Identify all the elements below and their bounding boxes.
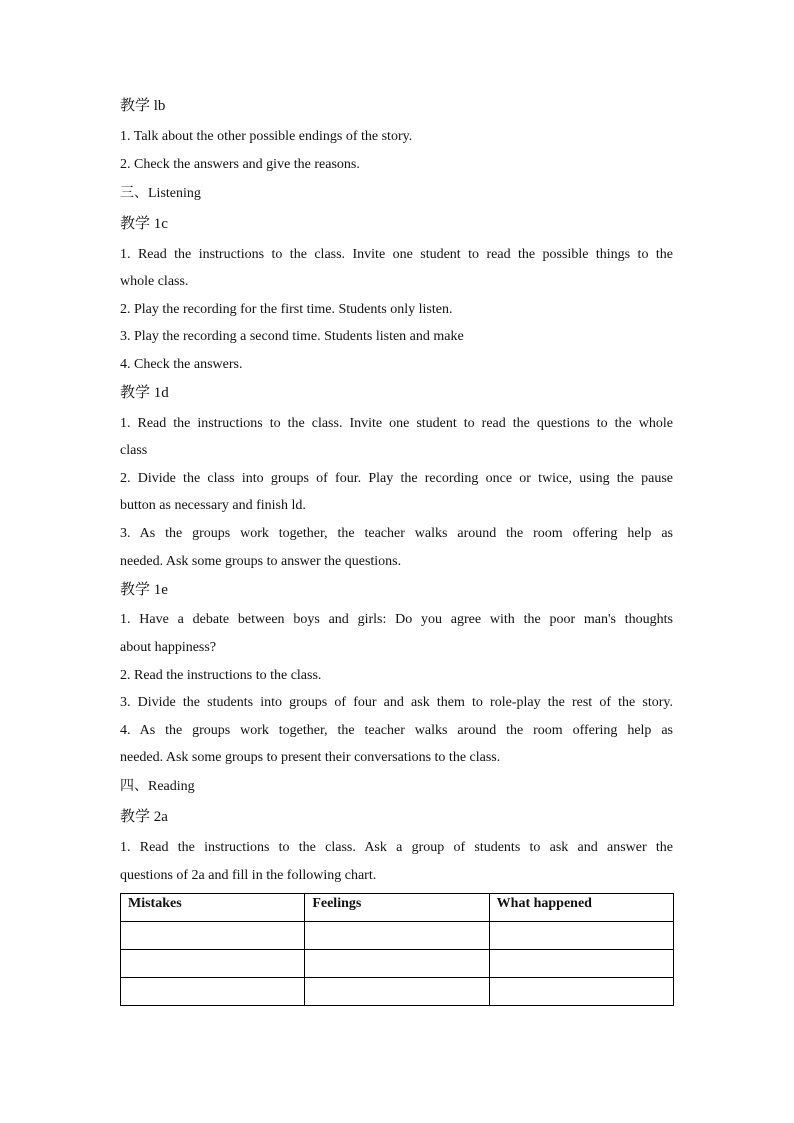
section-heading-2a: 教学 2a (120, 809, 168, 825)
header-mistakes: Mistakes (121, 894, 305, 922)
table-row (121, 950, 674, 978)
table-row (121, 922, 674, 950)
paragraph-line: class (120, 443, 148, 458)
table-cell (121, 950, 305, 978)
mistakes-chart-table (120, 893, 674, 1006)
paragraph-line: questions of 2a and fill in the following chart. (120, 868, 377, 883)
header-what-happened: What happened (489, 894, 673, 922)
paragraph-line: 2. Divide the class into groups of four. Play the recording once or twice, using the pause (120, 471, 673, 486)
paragraph-line: 3. Play the recording a second time. Students listen and make (120, 329, 464, 344)
table-cell (305, 978, 489, 1006)
section-heading-1d: 教学 1d (120, 385, 169, 401)
part-heading-listening: 三、Listening (120, 186, 201, 201)
paragraph-line: 2. Play the recording for the first time. Students only listen. (120, 302, 453, 317)
paragraph-line: needed. Ask some groups to answer the questions. (120, 554, 402, 569)
table-row (121, 978, 674, 1006)
table-cell (305, 922, 489, 950)
table-cell (489, 950, 673, 978)
paragraph-line: whole class. (120, 274, 189, 289)
header-feelings: Feelings (305, 894, 489, 922)
table-cell (489, 922, 673, 950)
paragraph-line: button as necessary and finish ld. (120, 498, 306, 513)
section-heading-1b: 教学 lb (120, 98, 166, 114)
paragraph-line: 1. Read the instructions to the class. Ask a group of students to ask and answer the (120, 840, 673, 855)
paragraph-line: 3. As the groups work together, the teacher walks around the room offering help as (120, 526, 673, 541)
paragraph-line: 3. Divide the students into groups of four and ask them to role-play the rest of the story. (120, 695, 673, 710)
table-cell (121, 922, 305, 950)
table-header-row (121, 894, 674, 922)
paragraph-line: 1. Read the instructions to the class. Invite one student to read the questions to the whole (120, 416, 673, 431)
paragraph-line: about happiness? (120, 640, 217, 655)
paragraph-line: 1. Have a debate between boys and girls: Do you agree with the poor man's thoughts (120, 612, 673, 627)
table-cell (489, 978, 673, 1006)
paragraph-line: 2. Check the answers and give the reasons. (120, 157, 360, 172)
table-cell (305, 950, 489, 978)
paragraph-line: needed. Ask some groups to present their conversations to the class. (120, 750, 501, 765)
paragraph-line: 4. As the groups work together, the teacher walks around the room offering help as (120, 723, 673, 738)
paragraph-line: 1. Talk about the other possible endings of the story. (120, 129, 413, 144)
paragraph-line: 4. Check the answers. (120, 357, 243, 372)
table-cell (121, 978, 305, 1006)
section-heading-1c: 教学 1c (120, 216, 168, 232)
section-heading-1e: 教学 1e (120, 582, 168, 598)
part-heading-reading: 四、Reading (120, 779, 195, 794)
paragraph-line: 1. Read the instructions to the class. Invite one student to read the possible things to the (120, 247, 673, 262)
paragraph-line: 2. Read the instructions to the class. (120, 668, 322, 683)
